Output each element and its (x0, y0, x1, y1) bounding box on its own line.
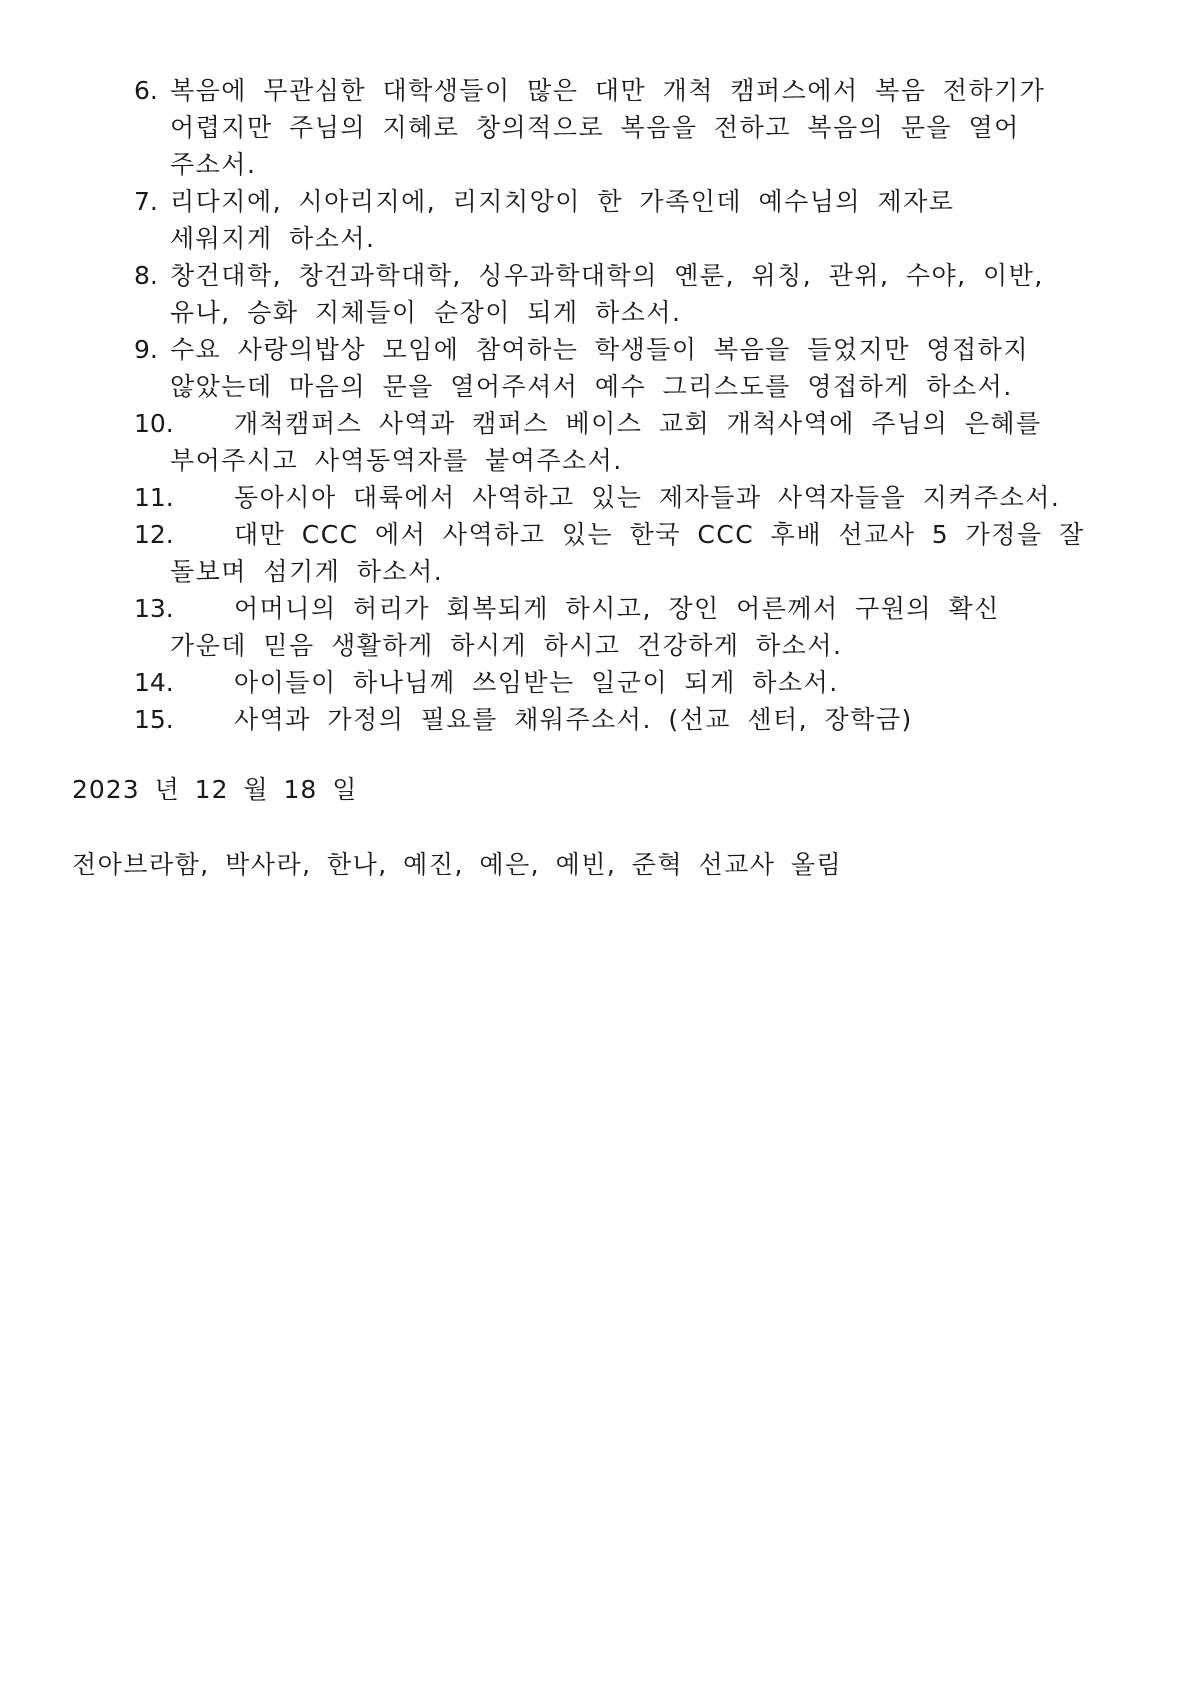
prayer-item-number: 11. (134, 483, 174, 512)
document-date: 2023 년 12 월 18 일 (72, 775, 358, 804)
prayer-item (134, 516, 1144, 590)
prayer-item-line: 주소서. (170, 150, 257, 179)
prayer-item-line: 아이들이 하나님께 쓰임받는 일군이 되게 하소서. (234, 668, 839, 697)
prayer-item-line: 어머니의 허리가 회복되게 하시고, 장인 어른께서 구원의 확신 (234, 594, 1000, 623)
prayer-item-number: 14. (134, 668, 174, 697)
prayer-item-line: 가운데 믿음 생활하게 하시게 하시고 건강하게 하소서. (170, 631, 843, 660)
prayer-item (134, 72, 1144, 183)
prayer-item-line: 복음에 무관심한 대학생들이 많은 대만 개척 캠퍼스에서 복음 전하기가 (170, 76, 1046, 105)
prayer-item-line: 개척캠퍼스 사역과 캠퍼스 베이스 교회 개척사역에 주님의 은혜를 (234, 409, 1042, 438)
prayer-item (134, 257, 1144, 331)
prayer-item (134, 405, 1144, 479)
prayer-item-line: 대만 CCC 에서 사역하고 있는 한국 CCC 후배 선교사 5 가정을 잘 (234, 520, 1085, 549)
prayer-item-number: 8. (134, 261, 158, 290)
prayer-list (134, 72, 1144, 738)
signature-line: 전아브라함, 박사라, 한나, 예진, 예은, 예빈, 준혁 선교사 올림 (72, 850, 843, 879)
prayer-item-number: 10. (134, 409, 174, 438)
prayer-item (134, 331, 1144, 405)
prayer-item-line: 않았는데 마음의 문을 열어주셔서 예수 그리스도를 영접하게 하소서. (170, 372, 1013, 401)
prayer-item-line: 사역과 가정의 필요를 채워주소서. (선교 센터, 장학금) (234, 705, 913, 734)
prayer-item-line: 세워지게 하소서. (170, 224, 376, 253)
prayer-item-number: 6. (134, 76, 158, 105)
prayer-item-line: 어렵지만 주님의 지혜로 창의적으로 복음을 전하고 복음의 문을 열어 (170, 113, 1020, 142)
prayer-item-line: 유나, 승화 지체들이 순장이 되게 하소서. (170, 298, 682, 327)
prayer-item-line: 리다지에, 시아리지에, 리지치앙이 한 가족인데 예수님의 제자로 (170, 187, 955, 216)
prayer-item (134, 590, 1144, 664)
prayer-item-number: 9. (134, 335, 158, 364)
prayer-item-number: 13. (134, 594, 174, 623)
prayer-item-line: 수요 사랑의밥상 모임에 참여하는 학생들이 복음을 들었지만 영접하지 (170, 335, 1029, 364)
prayer-item (134, 701, 1144, 738)
prayer-item (134, 183, 1144, 257)
prayer-item (134, 664, 1144, 701)
prayer-item (134, 479, 1144, 516)
prayer-item-number: 15. (134, 705, 174, 734)
prayer-item-line: 동아시아 대륙에서 사역하고 있는 제자들과 사역자들을 지켜주소서. (234, 483, 1061, 512)
prayer-item-line: 부어주시고 사역동역자를 붙여주소서. (170, 446, 623, 475)
prayer-item-number: 7. (134, 187, 158, 216)
prayer-item-line: 창건대학, 창건과학대학, 싱우과학대학의 옌룬, 위칭, 관위, 수야, 이반, (170, 261, 1044, 290)
prayer-item-number: 12. (134, 520, 174, 549)
prayer-item-line: 돌보며 섬기게 하소서. (170, 557, 444, 586)
